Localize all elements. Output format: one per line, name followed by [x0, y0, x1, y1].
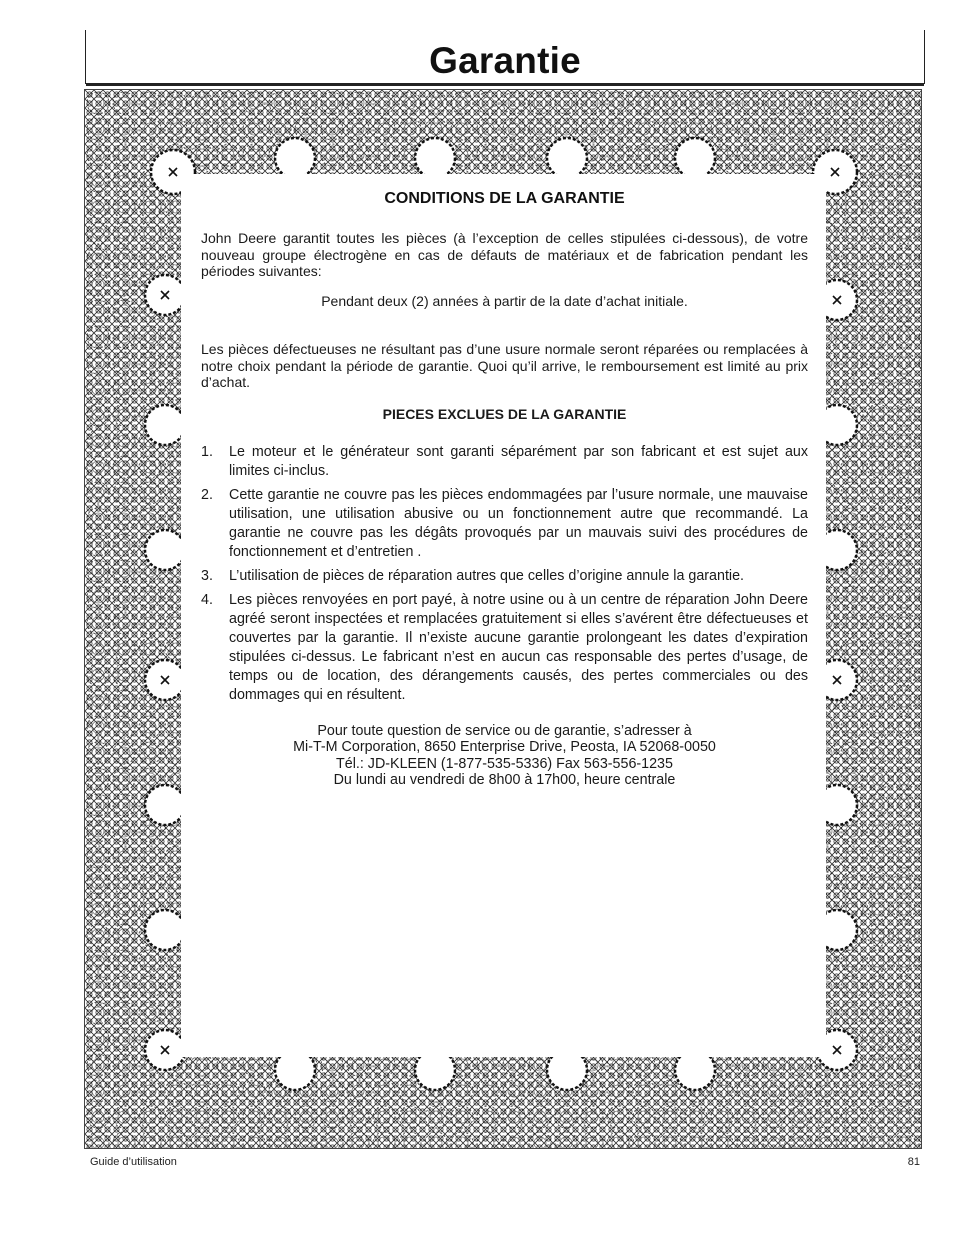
contact-block: [201, 723, 808, 789]
page-title-box: [85, 30, 925, 84]
contact-address: Mi-T-M Corporation, 8650 Enterprise Drive, Peosta, IA 52068-0050: [293, 739, 716, 755]
list-text: Les pièces renvoyées en port payé, à notre usine ou à un centre de réparation John Deere agréé seront inspectées et remplacées gratuitement si elles s’avérent être défectueuses et couvertes par la garantie. Il n’existe aucune garantie prolongeant les dates d’expiration stipulées ci-dessus. Le fabricant n’est en aucun cas responsable des pertes d’usage, de temps ou de location, des dérangements causés, des pertes commerciales ou des dommages qui en résultent.: [229, 591, 808, 703]
section-title-conditions: CONDITIONS DE LA GARANTIE: [384, 190, 625, 207]
list-number: 4.: [201, 591, 213, 608]
page-number: 81: [907, 1156, 920, 1168]
list-number: 1.: [201, 443, 213, 460]
footer-guide-label: Guide d’utilisation: [90, 1156, 177, 1168]
warranty-content: [181, 174, 826, 1057]
list-item: [201, 567, 808, 586]
contact-hours: Du lundi au vendredi de 8h00 à 17h00, heure centrale: [333, 772, 676, 788]
warranty-intro: John Deere garantit toutes les pièces (à l’exception de celles stipulées ci-dessous), de votre nouveau groupe électrogène en cas de défauts de matériaux et de fabrication pendant les périodes suivantes:: [201, 230, 808, 279]
exclusions-list: [201, 443, 808, 705]
list-item: [201, 486, 808, 562]
list-item: [201, 591, 808, 705]
list-text: Le moteur et le générateur sont garanti séparément par son fabricant et est sujet aux limites ci-inclus.: [229, 443, 808, 479]
page-title: Garantie: [429, 40, 581, 81]
list-number: 2.: [201, 486, 213, 503]
list-text: L’utilisation de pièces de réparation autres que celles d’origine annule la garantie.: [229, 567, 745, 584]
contact-line: Pour toute question de service ou de garantie, s’adresser à: [317, 722, 692, 739]
list-number: 3.: [201, 567, 213, 584]
defect-policy: Les pièces défectueuses ne résultant pas d’une usure normale seront réparées ou remplacées à notre choix pendant la période de garantie. Quoi qu’il arrive, le remboursement est limité au prix d’achat.: [201, 341, 808, 390]
list-text: Cette garantie ne couvre pas les pièces endommagées par l’usure normale, une mauvaise utilisation, une utilisation abusive ou un fonctionnement autre que recommandé. La garantie ne couvre pas les dégâts provoqués par un mauvais suivi des procédures de fonctionnement et d’entretien .: [229, 486, 808, 560]
list-item: [201, 443, 808, 481]
section-title-exclusions: PIECES EXCLUES DE LA GARANTIE: [382, 405, 627, 422]
warranty-period: Pendant deux (2) années à partir de la date d’achat initiale.: [321, 292, 688, 309]
contact-phone: Tél.: JD-KLEEN (1-877-535-5336) Fax 563-556-1235: [336, 755, 673, 772]
